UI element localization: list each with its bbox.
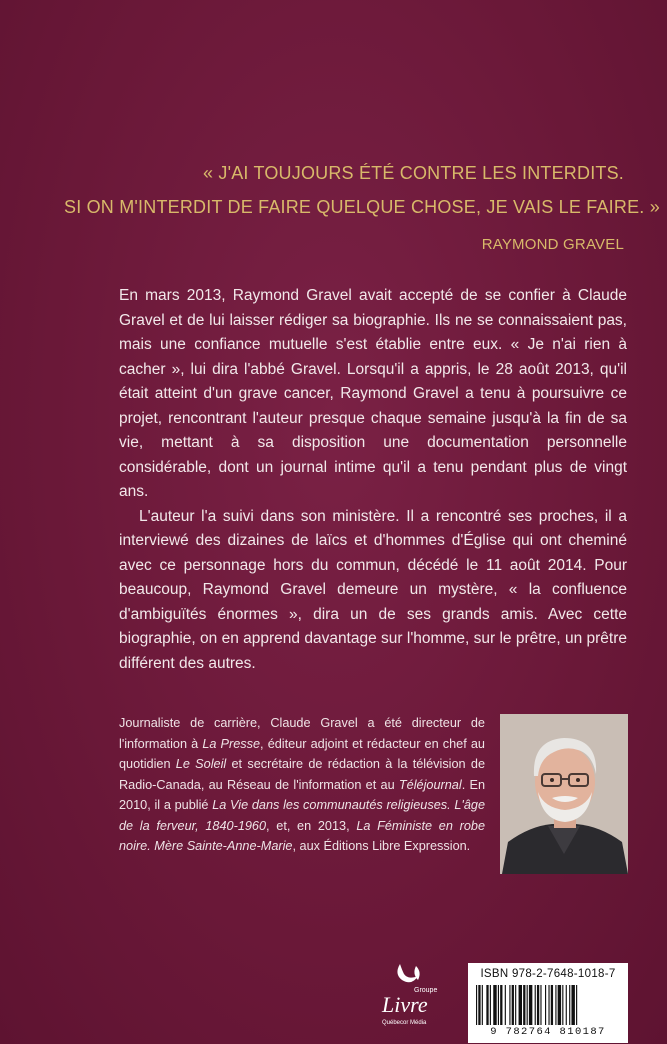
barcode-bar bbox=[523, 985, 525, 1025]
barcode bbox=[474, 985, 622, 1025]
quote-line-2: SI ON M'INTERDIT DE FAIRE QUELQUE CHOSE, JE VAIS LE FAIRE. » bbox=[64, 197, 660, 217]
barcode-bar bbox=[505, 985, 506, 1025]
barcode-bar bbox=[576, 985, 577, 1025]
bio-title: Le Soleil bbox=[175, 757, 227, 771]
barcode-bar bbox=[537, 985, 539, 1025]
barcode-bar bbox=[486, 985, 488, 1025]
barcode-bar bbox=[562, 985, 563, 1025]
bio-title: La Vie dans les communautés religieuses. L'âge de la ferveur, 1840-1960 bbox=[119, 798, 485, 833]
bio-text: Journaliste de carrière, Claude Gravel a été directeur de l'information à bbox=[119, 716, 485, 751]
barcode-bar bbox=[540, 985, 541, 1025]
barcode-bar bbox=[493, 985, 496, 1025]
barcode-bar bbox=[566, 985, 567, 1025]
logo-subtitle: Québecor Média bbox=[382, 1020, 427, 1026]
barcode-bar bbox=[529, 985, 532, 1025]
author-bio bbox=[119, 713, 485, 857]
bio-title: La Féministe en robe noire. Mère Sainte-Anne-Marie bbox=[119, 818, 485, 853]
bio-text: et secrétaire de rédaction à la télévision de Radio-Canada, au Réseau de l'information et au bbox=[119, 757, 485, 792]
barcode-bar bbox=[478, 985, 480, 1025]
barcode-bar bbox=[515, 985, 516, 1025]
barcode-bar bbox=[555, 985, 556, 1025]
barcode-bar bbox=[490, 985, 491, 1025]
blurb-paragraph-1: En mars 2013, Raymond Gravel avait accepté de se confier à Claude Gravel et de lui laisser rédiger sa biographie. Ils ne se connaissaient pas, mais une confiance mutuelle s'est établie entre eux. « Je n'ai rien à cacher », lui dira l'abbé Gravel. Lorsqu'il a appris, le 28 août 2013, qu'il était atteint d'un grave cancer, Raymond Gravel a tenu à poursuivre ce projet, rencontrant l'auteur presque chaque semaine jusqu'à la fin de sa vie, mettant à sa disposition une documentation personnelle considérable, dont un journal intime qu'il a tenu pendant plus de vingt ans. bbox=[119, 287, 627, 500]
bio-title: Téléjournal bbox=[398, 777, 462, 792]
blurb-paragraph-2: L'auteur l'a suivi dans son ministère. Il a rencontré ses proches, il a interviewé des dizaines de laïcs et d'hommes d'Église qui ont cheminé avec ce personnage hors du commun, décédé le 11 août 2014. Pour beaucoup, Raymond Gravel demeure un mystère, « la confluence d'ambiguïtés énormes », dira un de ses grands amis. Avec cette biographie, on en apprend davantage sur l'homme, sur le prêtre, un prêtre différent des autres. bbox=[119, 507, 627, 672]
barcode-bar bbox=[569, 985, 570, 1025]
quote-line-1: « J'AI TOUJOURS ÉTÉ CONTRE LES INTERDITS. bbox=[202, 163, 624, 183]
barcode-bar bbox=[527, 985, 528, 1025]
logo-groupe: Groupe bbox=[414, 987, 438, 994]
barcode-bar bbox=[500, 985, 502, 1025]
barcode-number: 9 782764 810187 bbox=[490, 1026, 606, 1038]
barcode-panel bbox=[468, 963, 628, 1043]
publisher-logo bbox=[378, 962, 450, 1032]
barcode-bar bbox=[498, 985, 499, 1025]
barcode-bar bbox=[535, 985, 536, 1025]
barcode-bar bbox=[571, 985, 574, 1025]
bio-title: La Presse bbox=[202, 736, 261, 751]
bio-text: , et, en 2013, bbox=[266, 818, 357, 833]
book-blurb bbox=[119, 284, 627, 676]
barcode-bar bbox=[551, 985, 553, 1025]
bio-text: . En 2010, il a publié bbox=[119, 777, 486, 812]
author-photo bbox=[500, 714, 628, 874]
barcode-bar bbox=[545, 985, 546, 1025]
bio-text: , aux Éditions Libre Expression. bbox=[292, 839, 471, 853]
barcode-bar bbox=[558, 985, 561, 1025]
pull-quote bbox=[64, 156, 660, 262]
barcode-bar bbox=[482, 985, 483, 1025]
bio-text: , éditeur adjoint et rédacteur en chef au quotidien bbox=[119, 736, 485, 771]
logo-livre: Livre bbox=[382, 992, 428, 1017]
isbn-label: ISBN 978-2-7648-1018-7 bbox=[480, 968, 616, 980]
quote-author: RAYMOND GRAVEL bbox=[481, 236, 624, 253]
barcode-bar bbox=[509, 985, 510, 1025]
barcode-bar bbox=[476, 985, 477, 1025]
barcode-bar bbox=[519, 985, 522, 1025]
barcode-bar bbox=[512, 985, 514, 1025]
barcode-bar bbox=[548, 985, 549, 1025]
